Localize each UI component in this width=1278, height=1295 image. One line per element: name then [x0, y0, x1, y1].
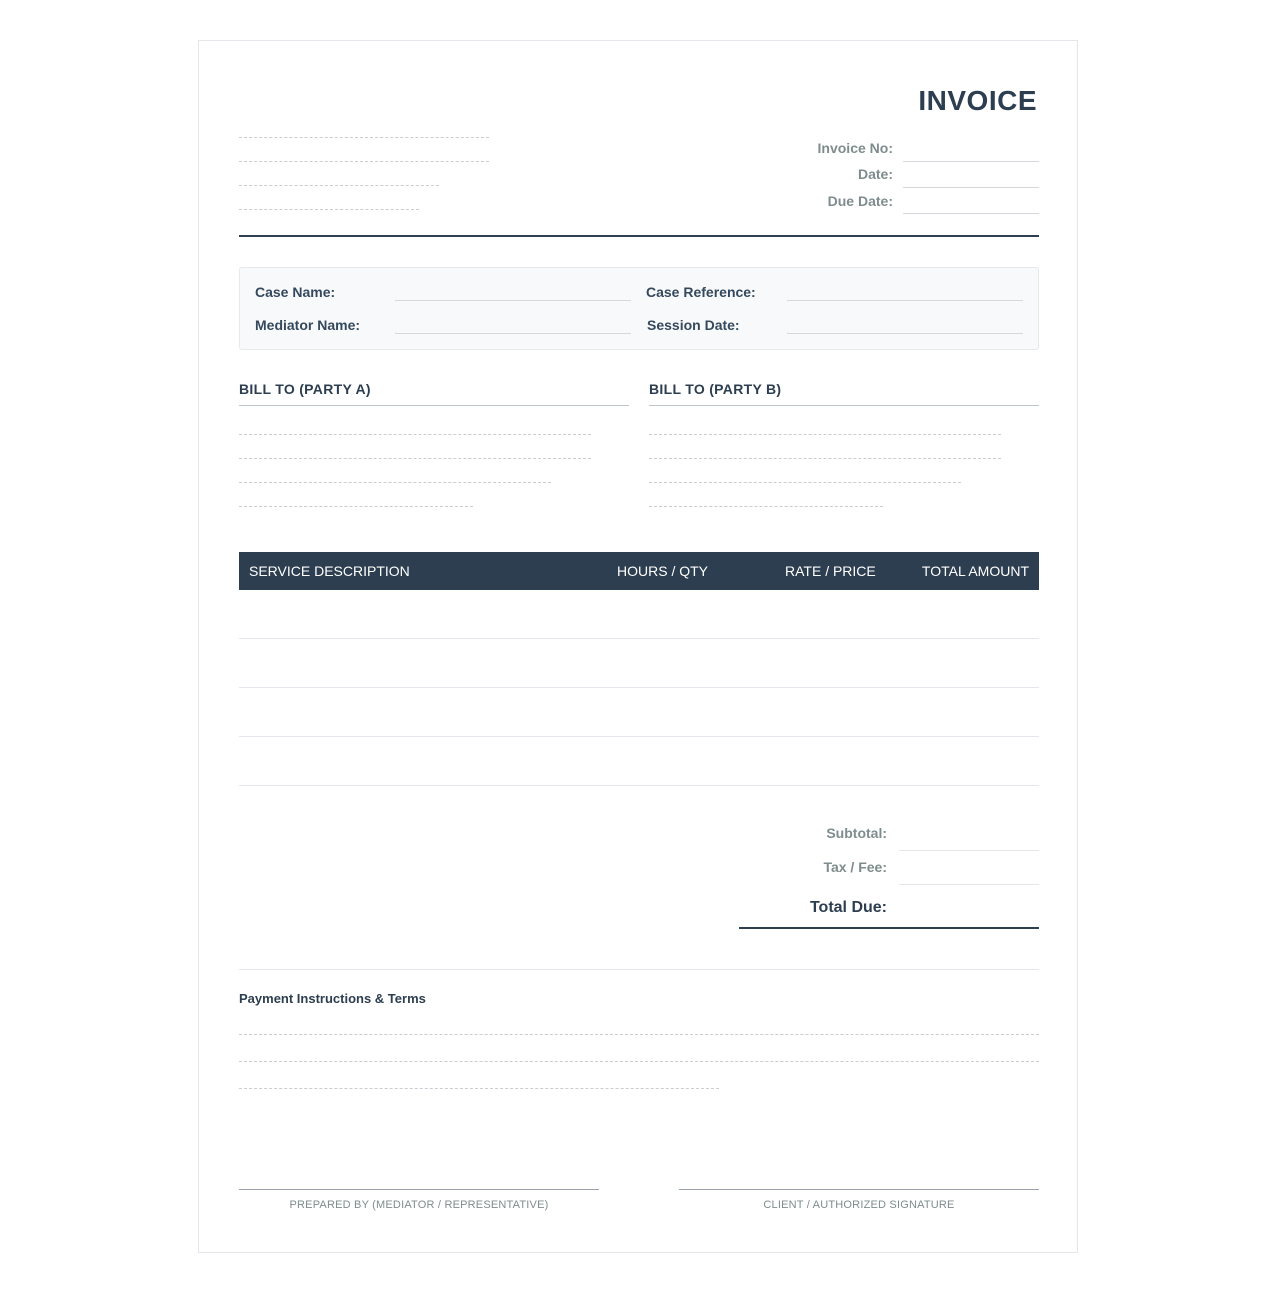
sender-address-line[interactable] — [239, 209, 419, 210]
header-divider — [239, 235, 1039, 237]
table-row[interactable] — [239, 785, 1039, 786]
party-b-address-line[interactable] — [649, 506, 883, 507]
date-field[interactable] — [903, 187, 1039, 188]
services-table-header — [239, 552, 1039, 590]
date-label: Date: — [857, 166, 893, 182]
terms-line[interactable] — [239, 1061, 1039, 1062]
terms-divider — [239, 969, 1039, 970]
table-row[interactable] — [239, 638, 1039, 639]
invoice-title: INVOICE — [918, 85, 1037, 116]
party-a-address-line[interactable] — [239, 458, 591, 459]
table-row[interactable] — [239, 736, 1039, 737]
total-due-label: Total Due: — [809, 899, 887, 916]
table-row[interactable] — [239, 687, 1039, 688]
terms-heading: Payment Instructions & Terms — [239, 991, 426, 1006]
client-signature-label: CLIENT / AUTHORIZED SIGNATURE — [763, 1199, 955, 1211]
party-a-address-line[interactable] — [239, 434, 591, 435]
invoice-no-field[interactable] — [903, 161, 1039, 162]
column-total-amount: TOTAL AMOUNT — [921, 563, 1029, 579]
client-signature-line[interactable] — [679, 1189, 1039, 1190]
subtotal-label: Subtotal: — [826, 825, 887, 841]
prepared-by-signature-line[interactable] — [239, 1189, 599, 1190]
party-b-address-line[interactable] — [649, 434, 1001, 435]
due-date-label: Due Date: — [827, 193, 893, 209]
tax-fee-field[interactable] — [899, 884, 1039, 885]
sender-address-line[interactable] — [239, 137, 489, 138]
bill-to-party-b-heading: BILL TO (PARTY B) — [649, 381, 782, 397]
invoice-page — [198, 40, 1078, 1253]
column-hours-qty: HOURS / QTY — [617, 563, 709, 579]
sender-address-line[interactable] — [239, 161, 489, 162]
case-reference-label: Case Reference: — [646, 284, 756, 300]
terms-line[interactable] — [239, 1088, 719, 1089]
column-service-description: SERVICE DESCRIPTION — [249, 563, 410, 579]
due-date-field[interactable] — [903, 213, 1039, 214]
sender-address-line[interactable] — [239, 185, 439, 186]
mediator-name-field[interactable] — [395, 333, 631, 334]
case-name-label: Case Name: — [255, 284, 336, 300]
case-reference-field[interactable] — [787, 300, 1023, 301]
party-a-address-line[interactable] — [239, 482, 551, 483]
bill-to-party-a-rule — [239, 405, 629, 406]
bill-to-party-a-heading: BILL TO (PARTY A) — [239, 381, 371, 397]
party-b-address-line[interactable] — [649, 482, 961, 483]
party-b-address-line[interactable] — [649, 458, 1001, 459]
mediator-name-label: Mediator Name: — [255, 317, 361, 333]
total-due-rule — [739, 927, 1039, 929]
session-date-field[interactable] — [787, 333, 1023, 334]
bill-to-party-b-rule — [649, 405, 1039, 406]
party-a-address-line[interactable] — [239, 506, 473, 507]
column-rate-price: RATE / PRICE — [785, 563, 876, 579]
session-date-label: Session Date: — [647, 317, 740, 333]
tax-fee-label: Tax / Fee: — [823, 859, 887, 875]
case-name-field[interactable] — [395, 300, 631, 301]
invoice-no-label: Invoice No: — [817, 140, 893, 156]
prepared-by-label: PREPARED BY (MEDIATOR / REPRESENTATIVE) — [289, 1199, 549, 1211]
subtotal-field[interactable] — [899, 850, 1039, 851]
case-details-box — [239, 267, 1039, 350]
terms-line[interactable] — [239, 1034, 1039, 1035]
